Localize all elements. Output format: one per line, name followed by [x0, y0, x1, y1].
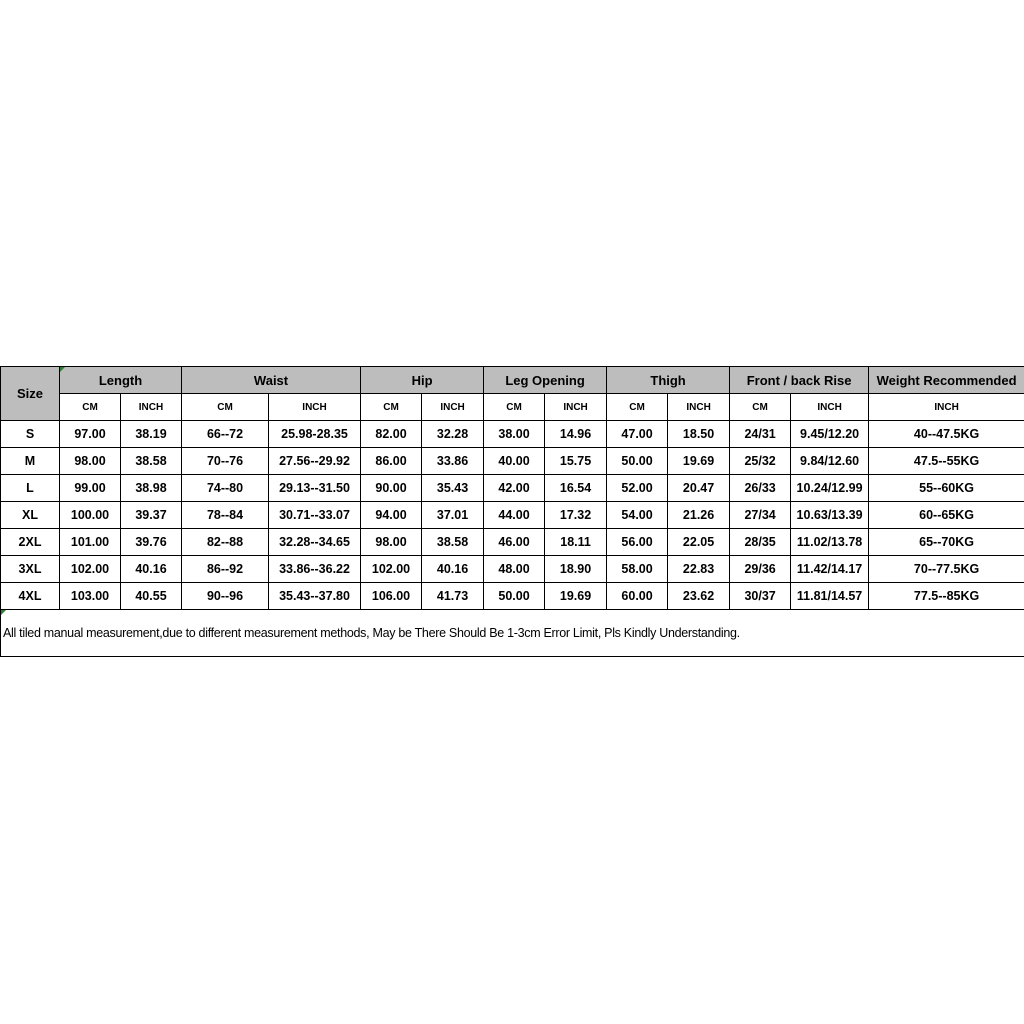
table-cell: 41.73 [422, 583, 484, 610]
size-label: 4XL [1, 583, 60, 610]
table-cell: 24/31 [730, 421, 791, 448]
size-label: L [1, 475, 60, 502]
table-cell: 58.00 [607, 556, 668, 583]
table-row [1, 583, 1024, 610]
table-cell: 38.19 [121, 421, 182, 448]
table-cell: 18.90 [545, 556, 607, 583]
table-cell: 33.86--36.22 [269, 556, 361, 583]
table-cell: 38.58 [121, 448, 182, 475]
table-row [1, 475, 1024, 502]
table-cell: 38.98 [121, 475, 182, 502]
size-rows [1, 421, 1024, 657]
table-cell: 33.86 [422, 448, 484, 475]
table-cell: 40.16 [422, 556, 484, 583]
table-cell: 102.00 [361, 556, 422, 583]
table-cell: 56.00 [607, 529, 668, 556]
table-cell: 30/37 [730, 583, 791, 610]
unit-header: INCH [668, 394, 730, 421]
table-cell: 23.62 [668, 583, 730, 610]
table-cell: 74--80 [182, 475, 269, 502]
table-cell: 77.5--85KG [869, 583, 1024, 610]
unit-header: CM [484, 394, 545, 421]
table-cell: 25.98-28.35 [269, 421, 361, 448]
table-cell: 55--60KG [869, 475, 1024, 502]
group-header-weight-recommended: Weight Recommended [869, 367, 1024, 394]
table-cell: 94.00 [361, 502, 422, 529]
table-cell: 28/35 [730, 529, 791, 556]
unit-header: CM [182, 394, 269, 421]
table-cell: 78--84 [182, 502, 269, 529]
unit-header: CM [607, 394, 668, 421]
table-row [1, 421, 1024, 448]
unit-header: CM [730, 394, 791, 421]
table-cell: 25/32 [730, 448, 791, 475]
group-header-thigh: Thigh [607, 367, 730, 394]
table-cell: 27.56--29.92 [269, 448, 361, 475]
table-cell: 50.00 [484, 583, 545, 610]
header-group-row [1, 367, 1024, 394]
table-cell: 44.00 [484, 502, 545, 529]
unit-header: INCH [269, 394, 361, 421]
table-cell: 11.42/14.17 [791, 556, 869, 583]
cell-corner-mark [60, 367, 65, 372]
table-cell: 40.55 [121, 583, 182, 610]
size-chart [0, 366, 1024, 657]
table-cell: 97.00 [60, 421, 121, 448]
size-table [0, 366, 1024, 657]
table-cell: 54.00 [607, 502, 668, 529]
table-cell: 38.00 [484, 421, 545, 448]
table-cell: 10.24/12.99 [791, 475, 869, 502]
note-row [1, 610, 1024, 657]
unit-header: INCH [422, 394, 484, 421]
group-header-waist: Waist [182, 367, 361, 394]
table-cell: 39.37 [121, 502, 182, 529]
table-cell: 29/36 [730, 556, 791, 583]
size-label: XL [1, 502, 60, 529]
table-cell: 50.00 [607, 448, 668, 475]
header-unit-row [1, 394, 1024, 421]
table-cell: 18.11 [545, 529, 607, 556]
group-header-hip: Hip [361, 367, 484, 394]
table-cell: 10.63/13.39 [791, 502, 869, 529]
measurement-note: All tiled manual measurement,due to different measurement methods, May be There Should Be 1-3cm Error Limit, Pls Kindly Understanding. [1, 610, 1024, 657]
size-label: 2XL [1, 529, 60, 556]
table-cell: 21.26 [668, 502, 730, 529]
table-cell: 35.43 [422, 475, 484, 502]
table-cell: 52.00 [607, 475, 668, 502]
size-label: M [1, 448, 60, 475]
table-cell: 47.5--55KG [869, 448, 1024, 475]
table-cell: 26/33 [730, 475, 791, 502]
table-cell: 86--92 [182, 556, 269, 583]
table-cell: 106.00 [361, 583, 422, 610]
table-cell: 60--65KG [869, 502, 1024, 529]
table-cell: 82.00 [361, 421, 422, 448]
table-row [1, 556, 1024, 583]
table-cell: 11.81/14.57 [791, 583, 869, 610]
table-cell: 40--47.5KG [869, 421, 1024, 448]
table-cell: 103.00 [60, 583, 121, 610]
table-cell: 98.00 [361, 529, 422, 556]
table-cell: 70--77.5KG [869, 556, 1024, 583]
table-cell: 82--88 [182, 529, 269, 556]
table-row [1, 529, 1024, 556]
table-cell: 27/34 [730, 502, 791, 529]
table-cell: 70--76 [182, 448, 269, 475]
table-cell: 9.84/12.60 [791, 448, 869, 475]
cell-corner-mark [1, 610, 6, 615]
table-cell: 32.28 [422, 421, 484, 448]
table-cell: 101.00 [60, 529, 121, 556]
group-header-leg-opening: Leg Opening [484, 367, 607, 394]
table-cell: 42.00 [484, 475, 545, 502]
table-cell: 98.00 [60, 448, 121, 475]
table-cell: 19.69 [545, 583, 607, 610]
table-cell: 60.00 [607, 583, 668, 610]
table-cell: 100.00 [60, 502, 121, 529]
table-row [1, 448, 1024, 475]
table-cell: 48.00 [484, 556, 545, 583]
size-label: S [1, 421, 60, 448]
table-cell: 14.96 [545, 421, 607, 448]
table-cell: 102.00 [60, 556, 121, 583]
unit-header: INCH [121, 394, 182, 421]
unit-header: INCH [791, 394, 869, 421]
table-cell: 39.76 [121, 529, 182, 556]
table-cell: 9.45/12.20 [791, 421, 869, 448]
unit-header: INCH [869, 394, 1024, 421]
table-cell: 46.00 [484, 529, 545, 556]
table-cell: 38.58 [422, 529, 484, 556]
table-cell: 66--72 [182, 421, 269, 448]
table-cell: 30.71--33.07 [269, 502, 361, 529]
table-cell: 86.00 [361, 448, 422, 475]
size-label: 3XL [1, 556, 60, 583]
table-cell: 16.54 [545, 475, 607, 502]
table-cell: 47.00 [607, 421, 668, 448]
table-cell: 90--96 [182, 583, 269, 610]
table-cell: 15.75 [545, 448, 607, 475]
unit-header: CM [361, 394, 422, 421]
table-cell: 37.01 [422, 502, 484, 529]
table-cell: 40.16 [121, 556, 182, 583]
size-column-header: Size [1, 367, 60, 421]
table-cell: 20.47 [668, 475, 730, 502]
table-cell: 19.69 [668, 448, 730, 475]
table-cell: 40.00 [484, 448, 545, 475]
table-cell: 22.05 [668, 529, 730, 556]
table-cell: 22.83 [668, 556, 730, 583]
table-cell: 17.32 [545, 502, 607, 529]
group-header-length: Length [60, 367, 182, 394]
table-cell: 35.43--37.80 [269, 583, 361, 610]
unit-header: CM [60, 394, 121, 421]
table-cell: 99.00 [60, 475, 121, 502]
table-cell: 11.02/13.78 [791, 529, 869, 556]
table-cell: 65--70KG [869, 529, 1024, 556]
table-row [1, 502, 1024, 529]
table-cell: 29.13--31.50 [269, 475, 361, 502]
table-cell: 32.28--34.65 [269, 529, 361, 556]
table-cell: 18.50 [668, 421, 730, 448]
unit-header: INCH [545, 394, 607, 421]
group-header-front-back-rise: Front / back Rise [730, 367, 869, 394]
table-cell: 90.00 [361, 475, 422, 502]
